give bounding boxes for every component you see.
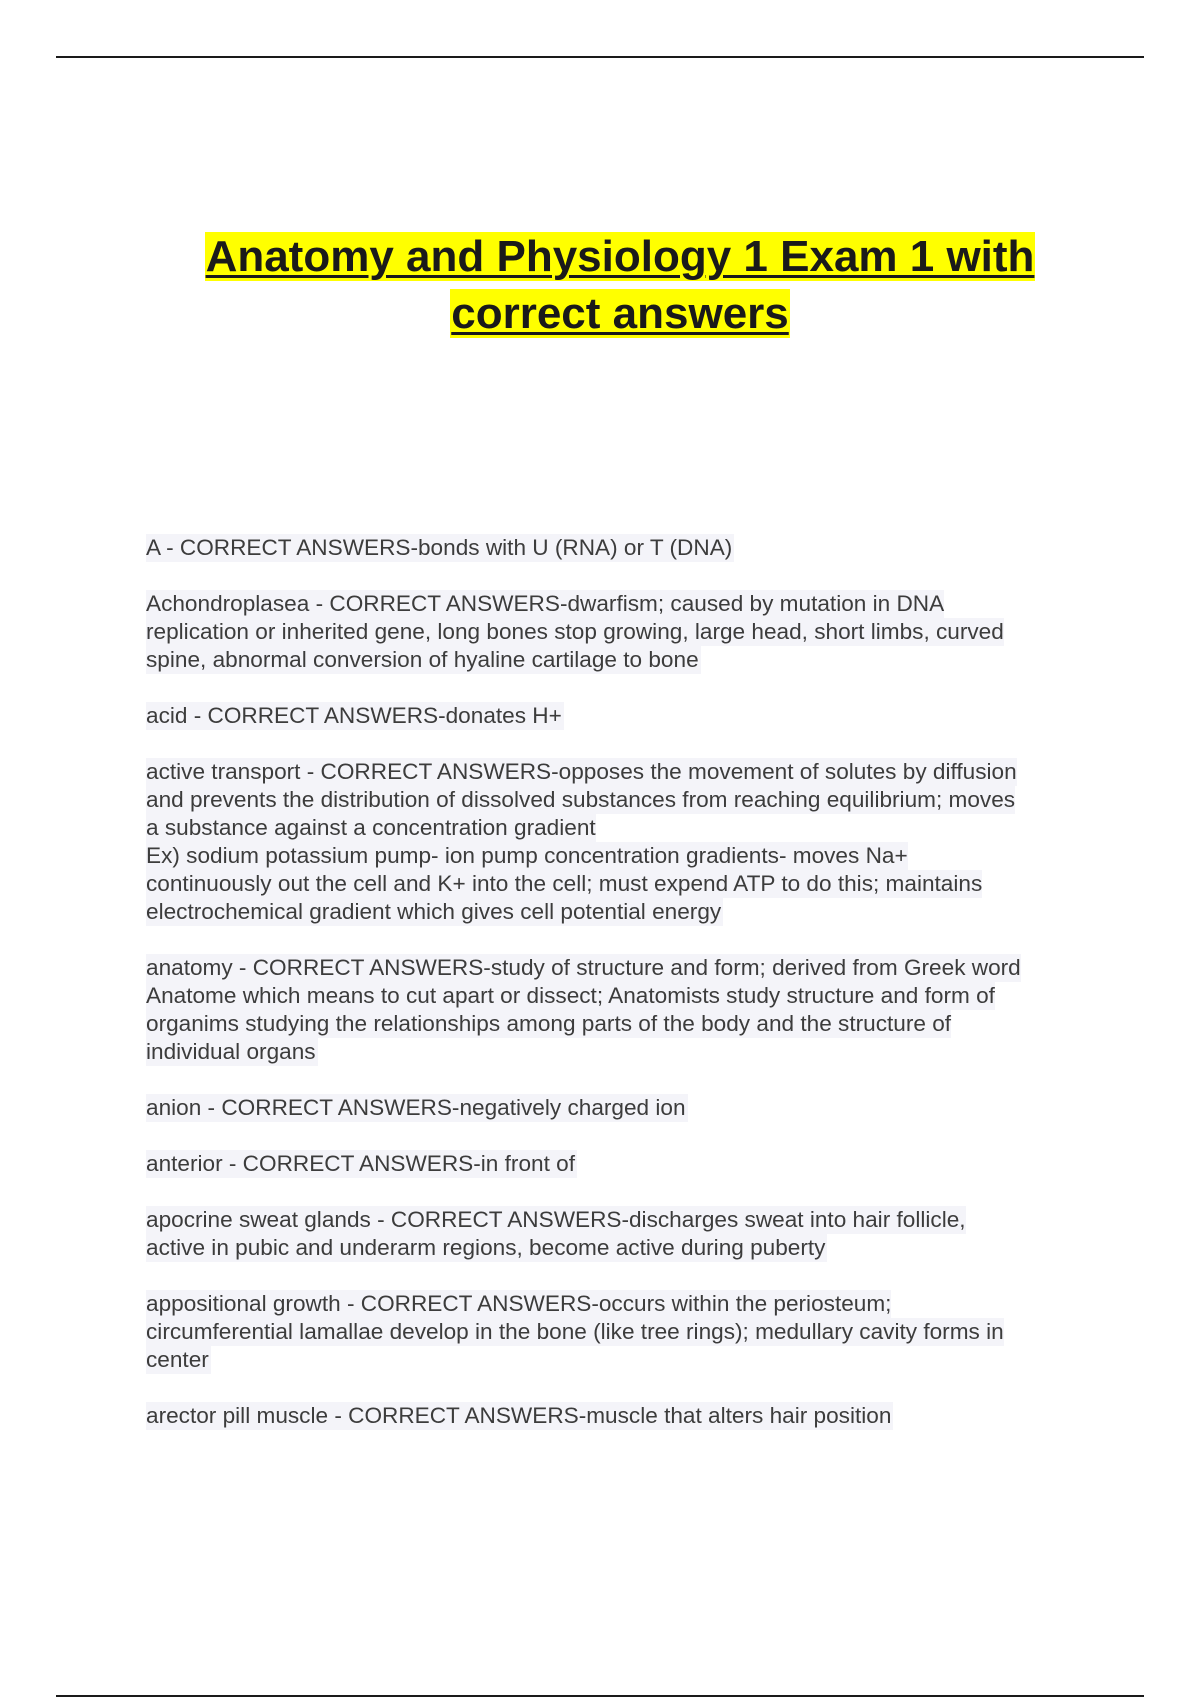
entry-text-line: anion - CORRECT ANSWERS-negatively charged ion (146, 1095, 686, 1120)
entry-text-line: Ex) sodium potassium pump- ion pump concentration gradients- moves Na+ (146, 843, 908, 868)
flashcard-entry (146, 590, 1086, 674)
entry-text-line: anatomy - CORRECT ANSWERS-study of structure and form; derived from Greek word (146, 955, 1021, 980)
entry-text-line: appositional growth - CORRECT ANSWERS-occurs within the periosteum; (146, 1291, 892, 1316)
entry-text-line: Anatome which means to cut apart or dissect; Anatomists study structure and form of (146, 983, 995, 1008)
entry-text-line: A - CORRECT ANSWERS-bonds with U (RNA) or T (DNA) (146, 535, 733, 560)
entry-text-line: circumferential lamallae develop in the bone (like tree rings); medullary cavity forms in (146, 1319, 1004, 1344)
flashcard-entry (146, 954, 1086, 1066)
page-title-line-1: Anatomy and Physiology 1 Exam 1 with (205, 232, 1035, 281)
page-title-line-2: correct answers (451, 289, 789, 338)
entry-text-line: individual organs (146, 1039, 316, 1064)
entry-text-line: a substance against a concentration gradient (146, 815, 596, 840)
bottom-rule (56, 1695, 1144, 1697)
page-title (0, 228, 1200, 342)
entry-text-line: replication or inherited gene, long bones stop growing, large head, short limbs, curved (146, 619, 1004, 644)
flashcard-entry (146, 534, 1086, 562)
entry-text-line: Achondroplasea - CORRECT ANSWERS-dwarfism; caused by mutation in DNA (146, 591, 945, 616)
flashcard-entry (146, 1206, 1086, 1262)
entry-text-line: and prevents the distribution of dissolved substances from reaching equilibrium; moves (146, 787, 1016, 812)
flashcard-list (146, 534, 1086, 1458)
entry-text-line: acid - CORRECT ANSWERS-donates H+ (146, 703, 562, 728)
entry-text-line: arector pill muscle - CORRECT ANSWERS-muscle that alters hair position (146, 1403, 892, 1428)
entry-text-line: anterior - CORRECT ANSWERS-in front of (146, 1151, 575, 1176)
entry-text-line: continuously out the cell and K+ into the cell; must expend ATP to do this; maintains (146, 871, 983, 896)
flashcard-entry (146, 1150, 1086, 1178)
entry-text-line: center (146, 1347, 209, 1372)
flashcard-entry (146, 1094, 1086, 1122)
entry-text-line: spine, abnormal conversion of hyaline cartilage to bone (146, 647, 699, 672)
flashcard-entry (146, 702, 1086, 730)
entry-text-line: active in pubic and underarm regions, become active during puberty (146, 1235, 826, 1260)
flashcard-entry (146, 1290, 1086, 1374)
entry-text-line: electrochemical gradient which gives cell potential energy (146, 899, 722, 924)
flashcard-entry (146, 758, 1086, 926)
flashcard-entry (146, 1402, 1086, 1430)
entry-text-line: active transport - CORRECT ANSWERS-opposes the movement of solutes by diffusion (146, 759, 1017, 784)
entry-text-line: apocrine sweat glands - CORRECT ANSWERS-discharges sweat into hair follicle, (146, 1207, 966, 1232)
top-rule (56, 56, 1144, 58)
entry-text-line: organims studying the relationships among parts of the body and the structure of (146, 1011, 952, 1036)
